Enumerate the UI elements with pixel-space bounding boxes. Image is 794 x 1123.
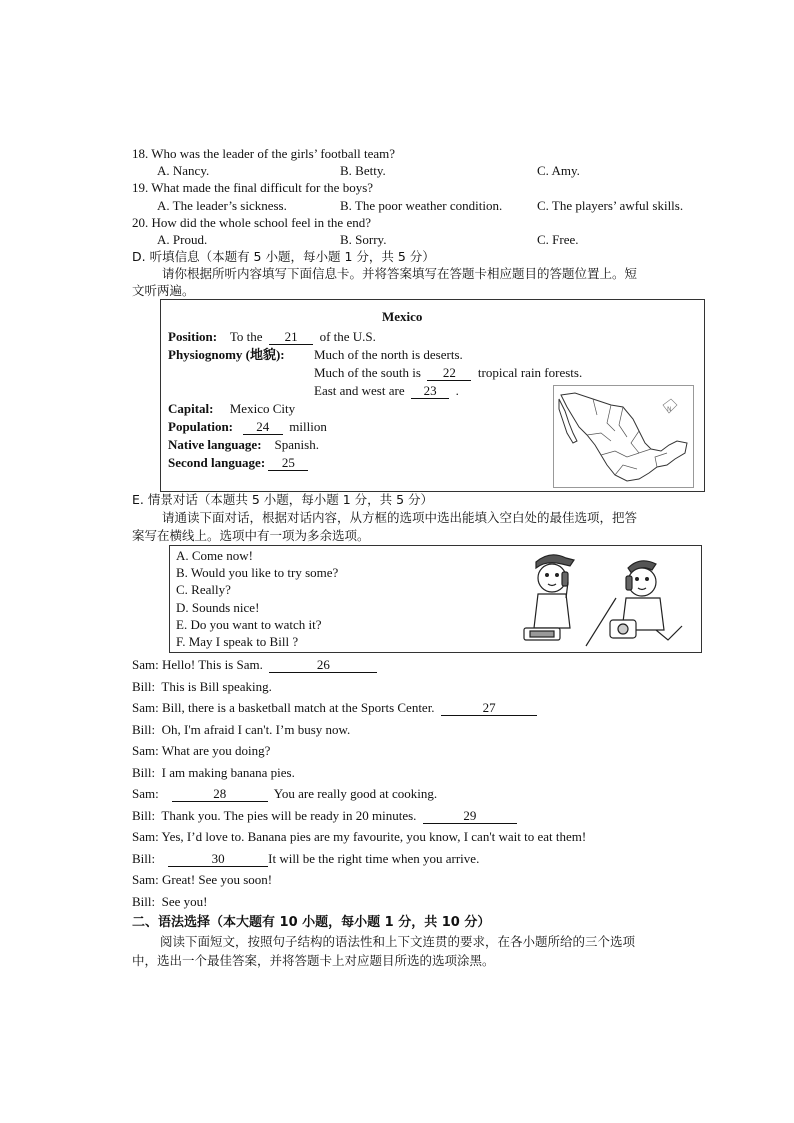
option-c: C. Really? <box>176 582 231 597</box>
physiognomy-line-2 <box>314 365 582 381</box>
section-d-instructions-2: 文听两遍。 <box>132 283 195 298</box>
phone-call-illustration <box>518 548 698 648</box>
dialogue-text: Great! See you soon! <box>161 872 273 887</box>
speaker: Sam: <box>132 872 159 887</box>
speaker: Sam: <box>132 700 159 715</box>
blank-27[interactable]: 27 <box>441 701 537 716</box>
section-e-heading: E. 情景对话（本题共 5 小题，每小题 1 分，共 5 分） <box>132 492 434 507</box>
grammar-instructions-2: 中，选出一个最佳答案，并将答题卡上对应题目所选的选项涂黑。 <box>132 953 495 968</box>
physiognomy-line-3 <box>314 383 459 399</box>
q18-option-c: C. Amy. <box>537 163 580 178</box>
dialogue-line-7 <box>132 786 437 802</box>
dialogue-line-5 <box>132 743 270 759</box>
dialogue-line-1 <box>132 657 377 673</box>
dialogue-text: Yes, I’d love to. Banana pies are my favourite, you know, I can't wait to eat them! <box>161 829 587 844</box>
option-b: B. Would you like to try some? <box>176 565 339 580</box>
speaker: Bill: <box>132 851 156 866</box>
speaker: Bill: <box>132 894 156 909</box>
q18-option-a: A. Nancy. <box>157 163 210 178</box>
speaker: Sam: <box>132 786 159 801</box>
dialogue-text: Hello! This is Sam. <box>161 657 263 672</box>
blank-30[interactable]: 30 <box>168 852 268 867</box>
blank-28[interactable]: 28 <box>172 787 268 802</box>
q20-option-b: B. Sorry. <box>340 232 387 247</box>
section-e-instructions-2: 案写在横线上。选项中有一项为多余选项。 <box>132 528 370 543</box>
dialogue-line-6 <box>132 765 295 781</box>
blank-24[interactable]: 24 <box>243 420 283 435</box>
grammar-section-heading: 二、语法选择（本大题有 10 小题，每小题 1 分，共 10 分） <box>132 915 491 930</box>
dialogue-text: I am making banana pies. <box>161 765 295 780</box>
position-label: Position: <box>168 329 218 344</box>
blank-22[interactable]: 22 <box>427 366 471 381</box>
q20-option-a: A. Proud. <box>157 232 208 247</box>
blank-26[interactable]: 26 <box>269 658 377 673</box>
speaker: Sam: <box>132 829 159 844</box>
dialogue-text: Thank you. The pies will be ready in 20 minutes. <box>161 808 417 823</box>
q19-option-c: C. The players’ awful skills. <box>537 198 684 213</box>
position-row <box>168 329 376 345</box>
blank-29[interactable]: 29 <box>423 809 517 824</box>
population-row <box>168 419 327 435</box>
dialogue-text: You are really good at cooking. <box>273 786 438 801</box>
question-20: 20. How did the whole school feel in the end? <box>132 215 371 230</box>
blank-25[interactable]: 25 <box>268 456 308 471</box>
section-e-instructions-1: 请通读下面对话，根据对话内容，从方框的选项中选出能填入空白处的最佳选项，把答 <box>162 510 638 525</box>
second-language-row <box>168 455 308 471</box>
speaker: Sam: <box>132 657 159 672</box>
capital-value: Mexico City <box>229 401 296 416</box>
native-language-row <box>168 437 319 453</box>
speaker: Bill: <box>132 679 156 694</box>
q19-option-b: B. The poor weather condition. <box>340 198 503 213</box>
physio3-pre: East and west are <box>314 383 405 398</box>
physiognomy-line-1: Much of the north is deserts. <box>314 347 463 362</box>
card-title: Mexico <box>382 309 423 324</box>
q19-option-a: A. The leader’s sickness. <box>157 198 287 213</box>
section-d-instructions-1: 请你根据所听内容填写下面信息卡。并将答案填写在答题卡相应题目的答题位置上。短 <box>162 266 638 281</box>
blank-23[interactable]: 23 <box>411 384 449 399</box>
mexico-map-illustration <box>553 385 694 488</box>
population-label: Population: <box>168 419 234 434</box>
capital-label: Capital: <box>168 401 214 416</box>
dialogue-line-9 <box>132 829 586 845</box>
dialogue-text: Bill, there is a basketball match at the Sports Center. <box>161 700 435 715</box>
dialogue-line-4 <box>132 722 350 738</box>
dialogue-line-8 <box>132 808 517 824</box>
dialogue-text: This is Bill speaking. <box>161 679 272 694</box>
population-post: million <box>289 419 327 434</box>
speaker: Sam: <box>132 743 159 758</box>
dialogue-text: Oh, I'm afraid I can't. I’m busy now. <box>161 722 351 737</box>
physio3-post: . <box>455 383 459 398</box>
speaker: Bill: <box>132 808 156 823</box>
option-a: A. Come now! <box>176 548 253 563</box>
speaker: Bill: <box>132 765 156 780</box>
dialogue-line-3 <box>132 700 537 716</box>
dialogue-line-12 <box>132 894 207 910</box>
question-18: 18. Who was the leader of the girls’ football team? <box>132 146 396 161</box>
option-e: E. Do you want to watch it? <box>176 617 322 632</box>
option-f: F. May I speak to Bill ? <box>176 634 299 649</box>
q18-option-b: B. Betty. <box>340 163 386 178</box>
capital-row <box>168 401 295 417</box>
grammar-instructions-1: 阅读下面短文，按照句子结构的语法性和上下文连贯的要求，在各小题所给的三个选项 <box>160 934 636 949</box>
question-19: 19. What made the final difficult for the boys? <box>132 180 374 195</box>
dialogue-text: What are you doing? <box>161 743 271 758</box>
native-language-label: Native language: <box>168 437 262 452</box>
dialogue-text: See you! <box>161 894 208 909</box>
dialogue-text: It will be the right time when you arrive. <box>268 851 480 866</box>
option-d: D. Sounds nice! <box>176 600 260 615</box>
speaker: Bill: <box>132 722 156 737</box>
physio2-post: tropical rain forests. <box>477 365 583 380</box>
position-post: of the U.S. <box>319 329 376 344</box>
svg-text:N: N <box>667 406 672 413</box>
q20-option-c: C. Free. <box>537 232 579 247</box>
native-language-value: Spanish. <box>274 437 319 452</box>
blank-21[interactable]: 21 <box>269 330 313 345</box>
physio2-pre: Much of the south is <box>314 365 421 380</box>
dialogue-line-2 <box>132 679 272 695</box>
section-d-heading: D. 听填信息（本题有 5 小题，每小题 1 分，共 5 分） <box>132 249 435 264</box>
position-pre: To the <box>229 329 263 344</box>
dialogue-line-10 <box>132 851 479 867</box>
dialogue-line-11 <box>132 872 272 888</box>
second-language-label: Second language: <box>168 455 266 470</box>
physiognomy-label: Physiognomy (地貌): <box>168 347 285 362</box>
